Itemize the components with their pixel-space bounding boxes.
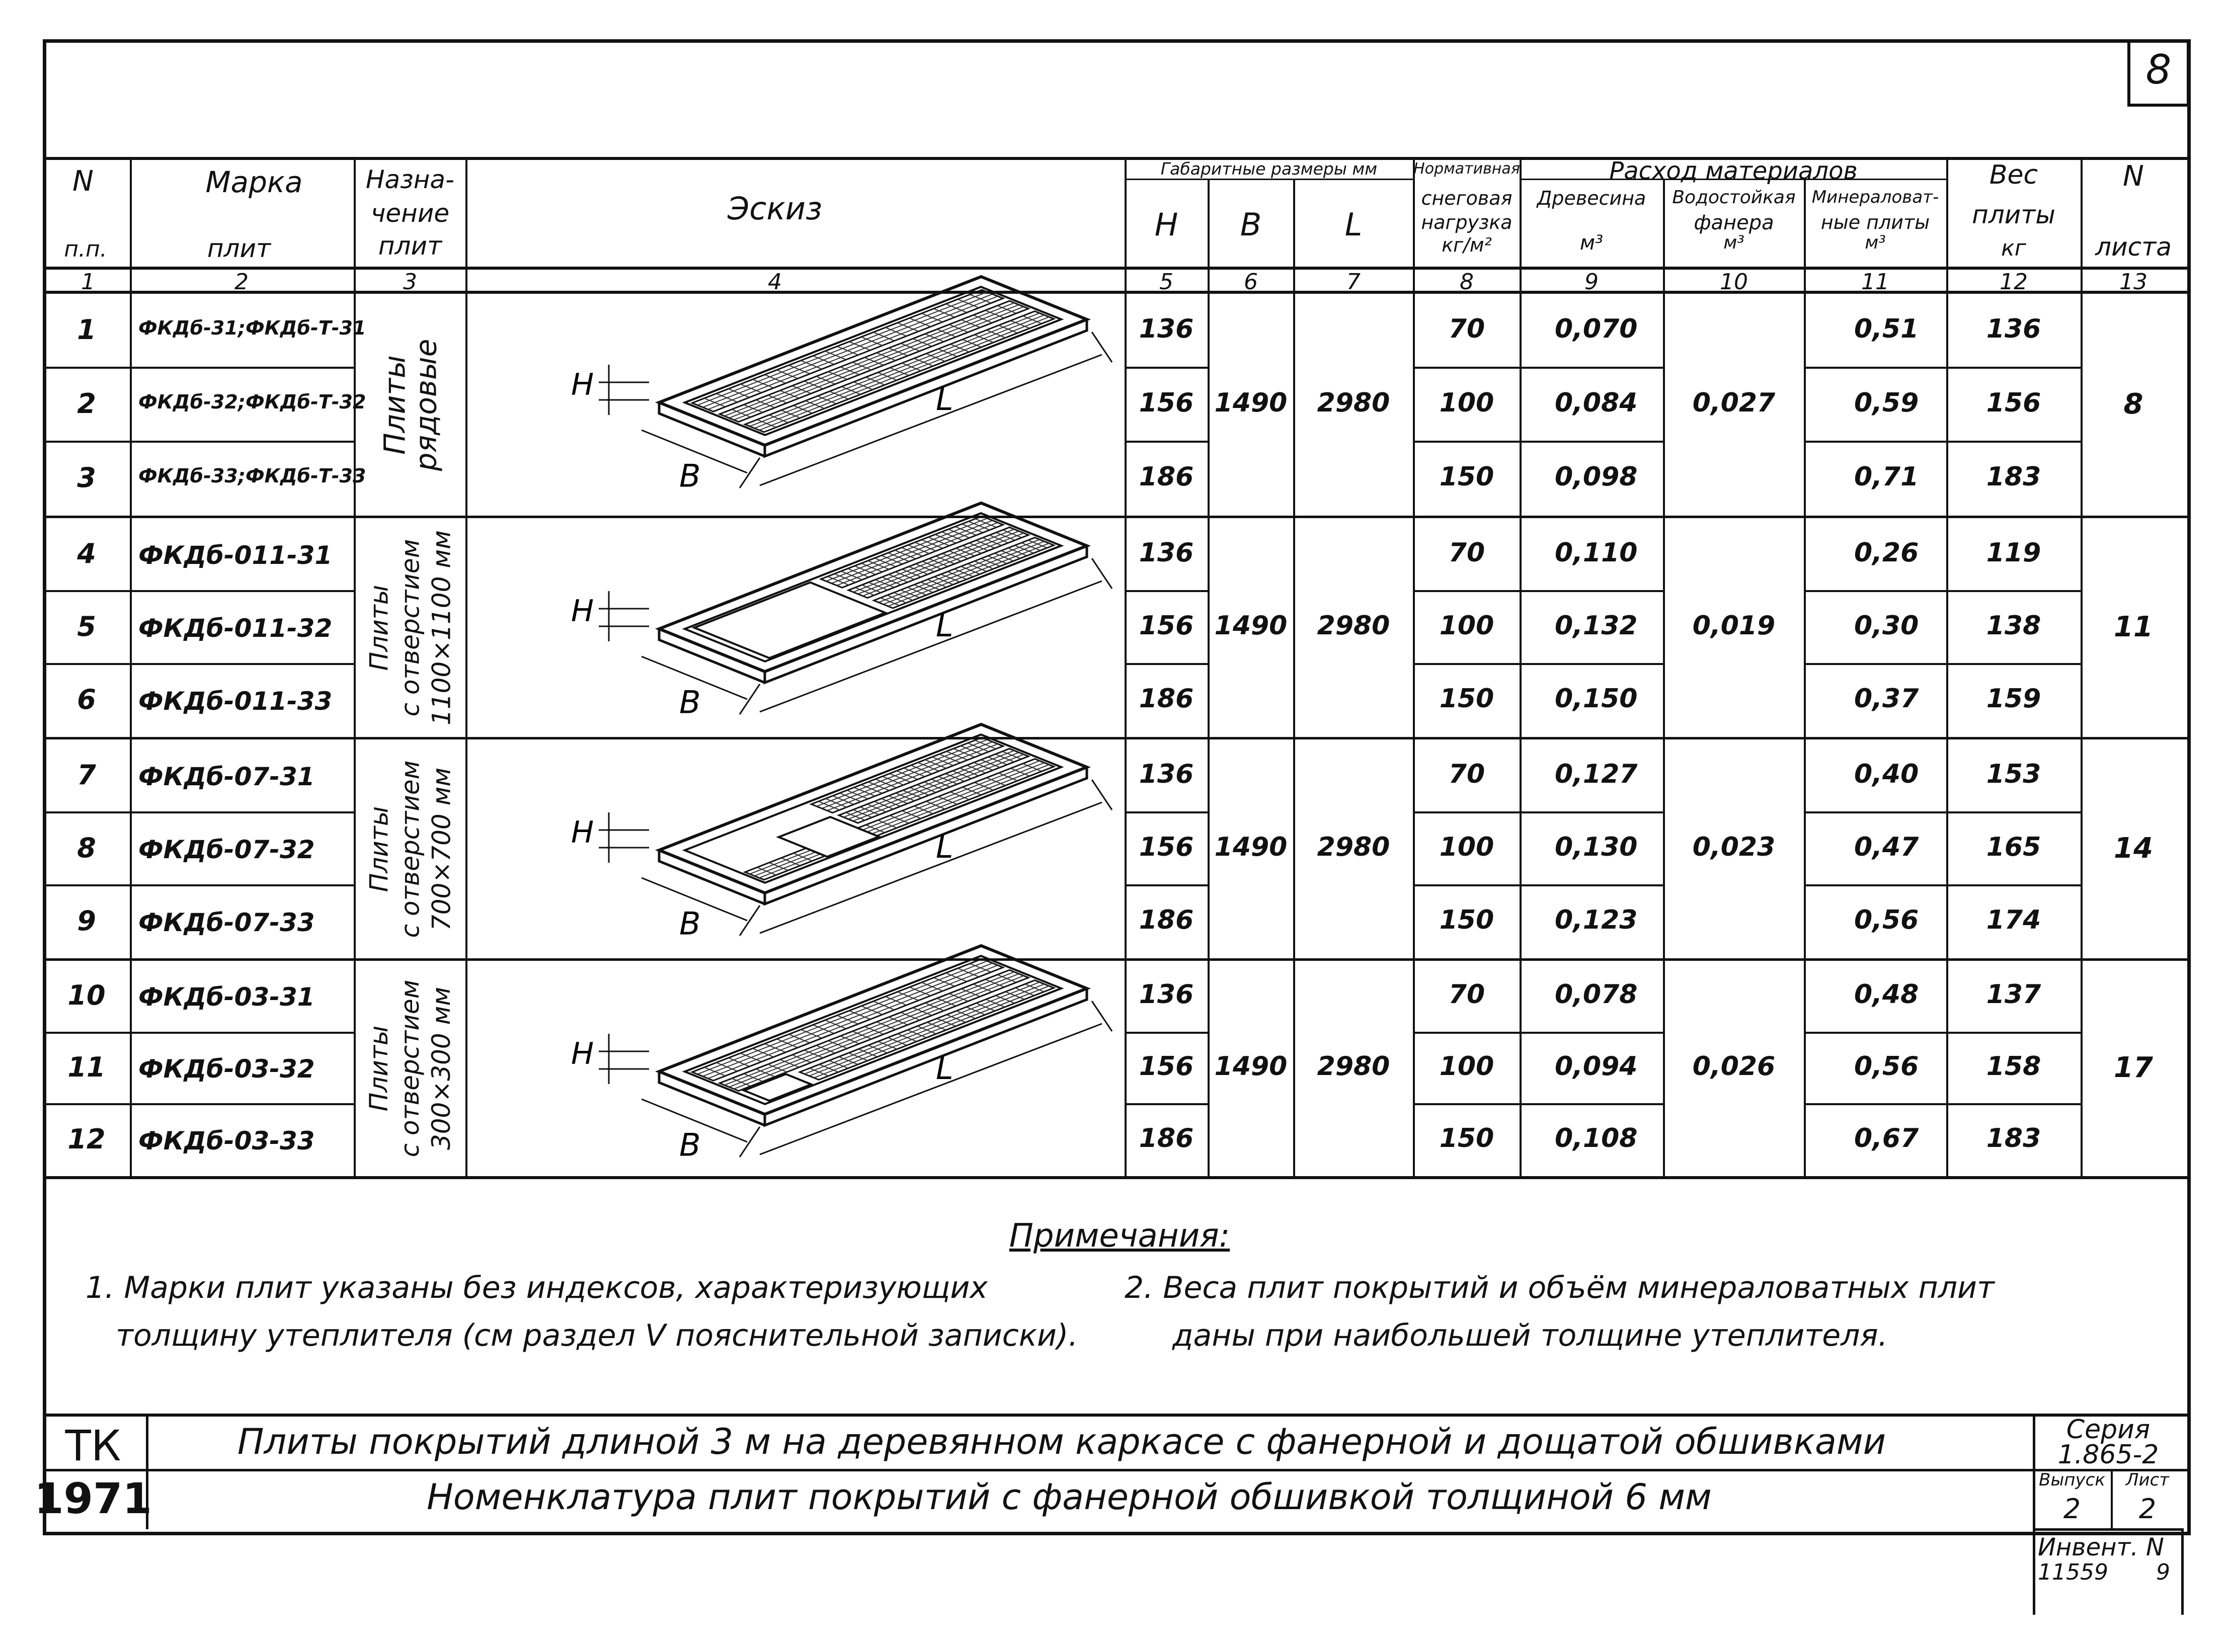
- cell-sheet-number: 14: [2114, 832, 2153, 865]
- plate-sketch: [571, 724, 1112, 942]
- cell-mineral: 0,37: [1854, 683, 1919, 714]
- plate-sketch: [571, 503, 1112, 721]
- col-number-13: 13: [2119, 269, 2147, 295]
- cell-mineral: 0,47: [1854, 832, 1919, 862]
- row-number: 7: [77, 759, 96, 791]
- cell-mineral: 0,40: [1854, 759, 1919, 789]
- purpose-line: с отверстием: [395, 760, 425, 938]
- cell-H: 136: [1139, 313, 1194, 344]
- hdr-plywood-1: Водостойкая: [1672, 187, 1796, 208]
- plate-mark: ФКДб-03-32: [138, 1054, 315, 1084]
- cell-L: 2980: [1317, 832, 1390, 862]
- hdr-weight-2: плиты: [1972, 200, 2055, 229]
- plate-sketch: [571, 946, 1112, 1164]
- cell-plywood: 0,027: [1692, 387, 1776, 418]
- cell-snow-load: 70: [1448, 313, 1485, 344]
- cell-weight: 156: [1986, 387, 2041, 418]
- hdr-n: N: [72, 165, 94, 198]
- series-label: Серия: [2066, 1415, 2151, 1445]
- hdr-B: B: [1240, 206, 1262, 243]
- hdr-plywood-3: м³: [1723, 232, 1744, 253]
- cell-sheet-number: 11: [2114, 610, 2153, 643]
- sketch-label-B: B: [679, 905, 701, 942]
- row-number: 12: [67, 1123, 106, 1155]
- cell-wood: 0,098: [1555, 461, 1638, 492]
- cell-mineral: 0,71: [1854, 461, 1919, 492]
- inv-label: Инвент. N: [2038, 1533, 2164, 1561]
- hdr-snow-3: нагрузка: [1421, 211, 1512, 233]
- cell-snow-load: 70: [1448, 759, 1485, 789]
- row-number: 6: [77, 683, 96, 715]
- row-number: 3: [77, 461, 96, 493]
- title-line-1: Плиты покрытий длиной 3 м на деревянном каркасе с фанерной и дощатой обшивками: [237, 1421, 1886, 1462]
- sketch-label-B: B: [679, 684, 701, 721]
- plate-mark: ФКДб-31;ФКДб-Т-31: [138, 316, 366, 339]
- sheet-value: 2: [2138, 1493, 2157, 1525]
- hdr-H: H: [1154, 206, 1178, 243]
- col-number-4: 4: [768, 269, 782, 295]
- cell-snow-load: 100: [1439, 1051, 1494, 1082]
- cell-H: 186: [1139, 461, 1194, 492]
- sketch-label-B: B: [679, 1126, 701, 1164]
- cell-mineral: 0,51: [1854, 313, 1919, 344]
- cell-wood: 0,070: [1555, 313, 1638, 344]
- cell-weight: 138: [1986, 610, 2041, 641]
- cell-B: 1490: [1214, 387, 1288, 418]
- sheet-number: 8: [2145, 46, 2172, 93]
- cell-plywood: 0,019: [1692, 610, 1776, 641]
- sketch-label-H: H: [571, 367, 594, 402]
- cell-snow-load: 100: [1439, 832, 1494, 862]
- issue-value: 2: [2063, 1493, 2081, 1525]
- plate-mark: ФКДб-03-33: [138, 1126, 315, 1155]
- hdr-mineral-3: м³: [1865, 232, 1886, 253]
- cell-H: 156: [1139, 610, 1194, 641]
- hdr-mineral-1: Минераловат-: [1811, 187, 1939, 207]
- cell-B: 1490: [1214, 832, 1288, 862]
- cell-H: 186: [1139, 1123, 1194, 1153]
- cell-snow-load: 150: [1439, 683, 1494, 714]
- note1-line1: 1. Марки плит указаны без индексов, характеризующих: [86, 1270, 988, 1305]
- purpose-line: Плиты: [364, 1025, 393, 1112]
- cell-snow-load: 70: [1448, 537, 1485, 568]
- cell-L: 2980: [1317, 1051, 1390, 1082]
- sketch-label-L: L: [936, 829, 953, 865]
- purpose-line: Плиты: [377, 355, 412, 455]
- hdr-snow-2: снеговая: [1421, 187, 1512, 209]
- col-number-8: 8: [1460, 269, 1474, 295]
- cell-weight: 165: [1986, 832, 2041, 862]
- hdr-mark: Марка: [205, 165, 303, 199]
- plate-mark: ФКДб-011-31: [138, 540, 333, 570]
- row-number: 11: [67, 1051, 106, 1083]
- cell-H: 136: [1139, 537, 1194, 568]
- hdr-purpose-3: плит: [378, 231, 442, 261]
- plate-mark: ФКДб-07-32: [138, 835, 315, 864]
- cell-wood: 0,110: [1555, 537, 1638, 568]
- cell-B: 1490: [1214, 610, 1288, 641]
- hdr-L: L: [1344, 206, 1363, 243]
- cell-mineral: 0,26: [1854, 537, 1919, 568]
- hdr-wood-1: Древесина: [1537, 187, 1646, 209]
- col-number-7: 7: [1346, 269, 1361, 295]
- col-number-3: 3: [403, 269, 417, 295]
- plate-mark: ФКДб-33;ФКДб-Т-33: [138, 464, 366, 487]
- org-mark: ТК: [65, 1421, 121, 1470]
- titleblock-mid: [43, 1469, 2187, 1471]
- cell-snow-load: 100: [1439, 387, 1494, 418]
- cell-H: 156: [1139, 1051, 1194, 1082]
- cell-plywood: 0,026: [1692, 1051, 1776, 1082]
- cell-weight: 183: [1986, 1123, 2041, 1153]
- plate-sketch: [571, 277, 1112, 494]
- title-line-2: Номенклатура плит покрытий с фанерной обшивкой толщиной 6 мм: [427, 1476, 1712, 1518]
- purpose-line: Плиты: [364, 806, 393, 892]
- cell-mineral: 0,56: [1854, 904, 1919, 935]
- hdr-materials-group: Расход материалов: [1609, 157, 1858, 185]
- plate-mark: ФКДб-011-33: [138, 686, 333, 716]
- col-number-5: 5: [1159, 269, 1173, 295]
- cell-H: 186: [1139, 683, 1194, 714]
- plate-mark: ФКДб-07-31: [138, 762, 315, 791]
- hdr-purpose-2: чение: [370, 199, 450, 228]
- hdr-sketch: Эскиз: [727, 190, 823, 227]
- hdr-sheetno-2: листа: [2095, 232, 2172, 262]
- purpose-line: 700×700 мм: [427, 767, 456, 931]
- note1-line2: толщину утеплителя (см раздел V пояснительной записки).: [116, 1318, 1078, 1353]
- cell-wood: 0,084: [1555, 387, 1638, 418]
- col-number-2: 2: [234, 269, 249, 295]
- cell-H: 136: [1139, 979, 1194, 1010]
- cell-H: 156: [1139, 832, 1194, 862]
- cell-weight: 174: [1986, 904, 2041, 935]
- year-mark: 1971: [34, 1474, 152, 1523]
- cell-L: 2980: [1317, 387, 1390, 418]
- cell-mineral: 0,30: [1854, 610, 1919, 641]
- sketch-label-L: L: [936, 607, 953, 644]
- hdr-dims-group: Габаритные размеры мм: [1160, 159, 1378, 179]
- titleblock-vline-3: [2111, 1469, 2113, 1529]
- cell-wood: 0,132: [1555, 610, 1638, 641]
- issue-label: Выпуск: [2039, 1470, 2105, 1490]
- hdr-purpose-1: Назна-: [365, 165, 455, 194]
- cell-weight: 159: [1986, 683, 2041, 714]
- row-number: 1: [77, 313, 96, 346]
- cell-mineral: 0,48: [1854, 979, 1919, 1010]
- inv-value: 11559: [2038, 1559, 2108, 1585]
- cell-wood: 0,123: [1555, 904, 1638, 935]
- cell-H: 156: [1139, 387, 1194, 418]
- cell-wood: 0,130: [1555, 832, 1638, 862]
- purpose-line: с отверстием: [395, 539, 425, 716]
- col-number-6: 6: [1244, 269, 1258, 295]
- cell-L: 2980: [1317, 610, 1390, 641]
- cell-weight: 153: [1986, 759, 2041, 789]
- cell-wood: 0,108: [1555, 1123, 1638, 1153]
- cell-H: 186: [1139, 904, 1194, 935]
- cell-B: 1490: [1214, 1051, 1288, 1082]
- cell-weight: 119: [1986, 537, 2041, 568]
- row-number: 9: [77, 904, 96, 937]
- purpose-line: 1100×1100 мм: [427, 530, 456, 725]
- row-number: 10: [67, 979, 106, 1012]
- row-number: 8: [77, 832, 96, 864]
- hdr-mark-2: плит: [207, 234, 271, 263]
- cell-snow-load: 150: [1439, 1123, 1494, 1153]
- note2-line1: 2. Веса плит покрытий и объём минераловатных плит: [1125, 1270, 1995, 1305]
- cell-weight: 137: [1986, 979, 2041, 1010]
- plate-mark: ФКДб-07-33: [138, 907, 315, 937]
- hdr-snow-4: кг/м²: [1442, 234, 1492, 256]
- col-number-12: 12: [2000, 269, 2028, 295]
- hdr-weight-3: кг: [2001, 235, 2026, 261]
- cell-weight: 136: [1986, 313, 2041, 344]
- purpose-line: с отверстием: [395, 979, 425, 1158]
- row-number: 5: [77, 610, 96, 642]
- cell-sheet-number: 17: [2114, 1051, 2153, 1084]
- sheet-label: Лист: [2125, 1470, 2170, 1490]
- hdr-sheetno-1: N: [2123, 160, 2144, 193]
- cell-weight: 158: [1986, 1051, 2041, 1082]
- plate-mark: ФКДб-03-31: [138, 982, 315, 1012]
- hdr-wood-2: м³: [1579, 231, 1604, 255]
- cell-plywood: 0,023: [1692, 832, 1776, 862]
- cell-sheet-number: 8: [2123, 387, 2143, 421]
- purpose-line: 300×300 мм: [427, 986, 456, 1150]
- hdr-mineral-2: ные плиты: [1820, 211, 1930, 233]
- hdr-pp: п.п.: [64, 236, 107, 262]
- titleblock-ext-v: [2181, 1528, 2184, 1615]
- cell-mineral: 0,56: [1854, 1051, 1919, 1082]
- sketch-label-L: L: [936, 1050, 953, 1087]
- hdr-plywood-2: фанера: [1694, 211, 1774, 234]
- cell-snow-load: 100: [1439, 610, 1494, 641]
- titleblock-ext: [2033, 1528, 2184, 1531]
- row-number: 4: [77, 537, 96, 569]
- cell-snow-load: 150: [1439, 904, 1494, 935]
- sketch-label-H: H: [571, 1036, 594, 1071]
- col-number-1: 1: [81, 269, 95, 295]
- col-number-10: 10: [1720, 269, 1748, 295]
- cell-wood: 0,078: [1555, 979, 1638, 1010]
- cell-snow-load: 150: [1439, 461, 1494, 492]
- cell-mineral: 0,67: [1854, 1123, 1919, 1153]
- sketch-label-L: L: [936, 381, 953, 418]
- cell-wood: 0,150: [1555, 683, 1638, 714]
- plate-mark: ФКДб-011-32: [138, 613, 333, 643]
- series-value: 1.865-2: [2057, 1440, 2159, 1470]
- cell-wood: 0,127: [1555, 759, 1638, 789]
- col-number-11: 11: [1861, 269, 1889, 295]
- note2-line2: даны при наибольшей толщине утеплителя.: [1172, 1318, 1888, 1353]
- plate-mark: ФКДб-32;ФКДб-Т-32: [138, 390, 366, 413]
- titleblock-vline-2: [2033, 1414, 2035, 1615]
- sketch-label-H: H: [571, 815, 594, 850]
- sketch-label-B: B: [679, 457, 701, 494]
- titleblock-top: [43, 1414, 2187, 1417]
- col-number-9: 9: [1584, 269, 1599, 295]
- sketch-label-H: H: [571, 594, 594, 629]
- cell-mineral: 0,59: [1854, 387, 1919, 418]
- cell-wood: 0,094: [1555, 1051, 1638, 1082]
- purpose-line: рядовые: [409, 339, 443, 471]
- cell-weight: 183: [1986, 461, 2041, 492]
- purpose-line: Плиты: [364, 585, 393, 671]
- inv-suffix: 9: [2156, 1559, 2170, 1585]
- cell-snow-load: 70: [1448, 979, 1485, 1010]
- hdr-snow-1: Нормативная: [1413, 160, 1520, 178]
- hdr-weight-1: Вес: [1989, 160, 2038, 190]
- cell-H: 136: [1139, 759, 1194, 789]
- row-number: 2: [77, 387, 96, 420]
- notes-title: Примечания:: [1009, 1217, 1230, 1255]
